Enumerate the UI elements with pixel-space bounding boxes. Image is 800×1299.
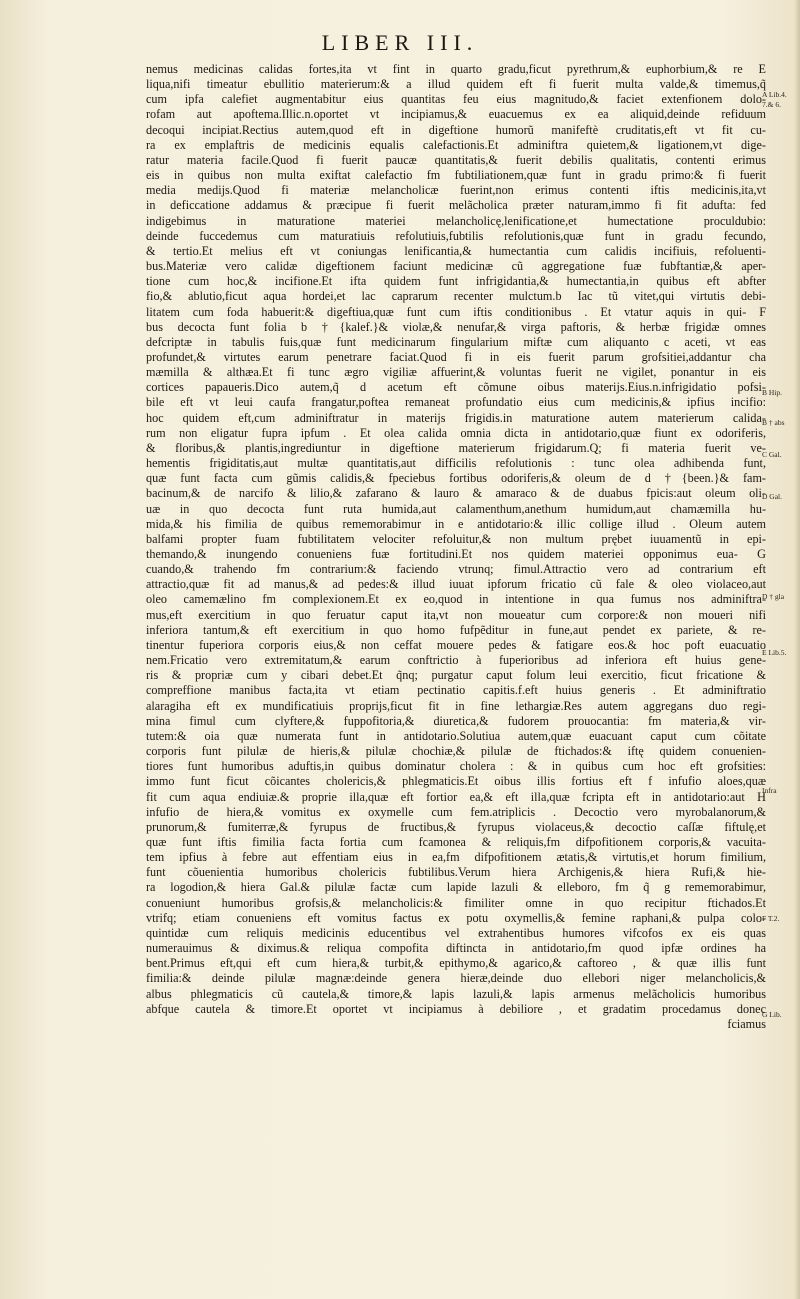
margin-note: 7.& 6. xyxy=(762,100,781,109)
text-line: compreffione manibus facta,ita vt etiam pectinatio capitis.f.eft huius generis . Et adminiftratio xyxy=(146,683,766,698)
text-line: cortices papaueris.Dico autem,q̃ d acetum eft cõmune oibus materijs.Eius.n.infrigidatio pofsi- xyxy=(146,380,766,395)
text-line: rofam aut apoftema.Illic.n.oportet vt incipiamus,& euacuemus ex ea aliquid,deinde refiduum xyxy=(146,107,766,122)
text-line: defcriptæ in tabulis fuis,quæ funt medicinarum fingularium miftæ cum aliquanto c aceti, vt eas xyxy=(146,334,766,349)
text-line: prunorum,& fumiterræ,& fyrupus de fructibus,& fyrupus violaceus,& decoctio caſſæ fiftulę,et xyxy=(146,819,766,834)
margin-note: A Lib.4. xyxy=(762,90,787,99)
text-line: attractio,quæ fit ad manus,& ad pedes:& illud iuuat ipforum fricatio cũ fale & oleo violaceo,aut xyxy=(146,577,766,592)
text-line: fit cum aqua endiuiæ.& proprie illa,quæ eft fortior ea,& eft illa,quæ fcripta eft in antidotario:aut H xyxy=(146,789,766,804)
text-line: mina fimul cum clyftere,& fuppofitoria,& diuretica,& fudorem prouocantia: fm materia,& vir- xyxy=(146,713,766,728)
text-line: eis in quibus non multa exiftat calefactio fm fubtiliationem,quæ funt in gradu primo:& fi fuerit xyxy=(146,168,766,183)
text-line: vtrifq; etiam conueniens eft vomitus factus ex potu oxymellis,& femine raphani,& pulpa colo- xyxy=(146,910,766,925)
text-line: bus decocta funt folia b †{kalef.}& violæ,& nenufar,& virga paftoris, & herbæ frigidæ omnes xyxy=(146,319,766,334)
text-line: tem ipfius à febre aut effentiam eius in ea,fm difpofitionem ætatis,& virtutis,et horum fimilium, xyxy=(146,850,766,865)
text-line: fio,& ablutio,ficut aqua hordei,et lac caprarum recenter mulctum.b Iac tũ vitet,qui virtutis debi- xyxy=(146,289,766,304)
text-line: ris & propriæ cum y cibari debet.Et q̃nq; purgatur caput folum leui exercitio, ficut fricatione & xyxy=(146,668,766,683)
text-line: tiores funt humoribus aduftis,in quibus dominatur cholera : & in quibus cum hoc eft grofsities: xyxy=(146,759,766,774)
margin-note: G Lib. xyxy=(762,1010,782,1019)
text-line: abfque cautela & timore.Et oportet vt incipiamus à debiliore , et gradatim procedamus donec xyxy=(146,1001,766,1016)
text-line: fimilia:& deinde pilulæ magnæ:deinde genera hieræ,deinde duo ellebori niger melancholicis,& xyxy=(146,971,766,986)
text-line: & tertio.Et melius eft vt coniungas lenificantia,& humectantia cum calidis incifiuis, refoluenti- xyxy=(146,243,766,258)
text-line: fciamus xyxy=(727,1016,766,1031)
margin-note: F T.2. xyxy=(762,914,780,923)
text-line: uæ in quo decocta funt ruta humida,aut calamenthum,anethum humidum,aut chamæmilla hu- xyxy=(146,501,766,516)
text-line: albus phlegmaticis cũ cautela,& timore,& lapis lazuli,& lapis armenus melãcholicis humoribus xyxy=(146,986,766,1001)
margin-note: B Hip. xyxy=(762,388,783,397)
text-line: cum ipfa calefiet augmentabitur eius quantitas feu eius magnitudo,& faciet extenfionem dolo- xyxy=(146,92,766,107)
text-line: corporis funt pilulæ de hieris,& pilulæ chochiæ,& pilulæ de ftichados:& iftę quidem conuenien- xyxy=(146,744,766,759)
text-line: rum non eligatur fupra ipfum . Et olea calida omnia dicta in antidotario,quæ fiunt ex odoriferis, xyxy=(146,425,766,440)
text-line: tutem:& oia quæ numerata funt in antidotario.Solutiua autem,quæ euacuant caput cum cõitate xyxy=(146,728,766,743)
page-edge-shadow xyxy=(794,0,800,1299)
text-line: ra logodion,& hiera Gal.& pilulæ factæ cum lapide lazuli & elleboro, fm q̃ g rememorabimur, xyxy=(146,880,766,895)
margin-note: B † abs xyxy=(762,418,785,427)
text-line: alaragiha eft ex mundificatiuis proprijs,ficut fit in fine lethargiæ.Res autem aggregans duo regi- xyxy=(146,698,766,713)
text-line: funt cõuenientia humoribus cholericis fubtilibus.Verum hiera Archigenis,& hiera Rufi,& hie- xyxy=(146,865,766,880)
text-line: & floribus,& plantis,ingrediuntur in digeftione materierum frigidarum.Q; fi materia fuerit ve- xyxy=(146,440,766,455)
text-line: ratur materia facile.Quod fi fuerit paucæ quantitatis,& fuerit debilis qualitatis, contenti erimus xyxy=(146,152,766,167)
text-line: balfami propter fuam fubtilitatem velociter refoluitur,& non multum prębet iuuamentũ in epi- xyxy=(146,531,766,546)
text-line: deinde fuccedemus cum maturatiuis refolutiuis,fubtilis refolutionis,quæ funt in gradu fecundo, xyxy=(146,228,766,243)
text-line: nemus medicinas calidas fortes,ita vt fint in quarto gradu,ficut pyrethrum,& euphorbium,& re E xyxy=(146,62,766,76)
text-line: cuando,& trahendo fm contrarium:& faciendo vtrunq; fimul.Attractio vero ad contrarium eft xyxy=(146,562,766,577)
margin-note: E Lib.5. xyxy=(762,648,787,657)
body-text xyxy=(146,62,766,1032)
text-line: bile eft vt leui caufa frangatur,poftea remaneat profundatio eius cum medicinis,& ipfius incifio: xyxy=(146,395,766,410)
text-line: tione cum hoc,& incifione.Et ifta quidem funt infrigidantia,& humectantia,in quibus eft abfter xyxy=(146,274,766,289)
text-line: nem.Fricatio vero extremitatum,& earum conftrictio à fuperioribus ad inferiora eft huius gene- xyxy=(146,653,766,668)
text-line: numerauimus & diximus.& reliqua compofita diftincta in antidotario,fm quod ipfæ ordines ha xyxy=(146,941,766,956)
text-line: indigebimus in maturatione materiei melancholicę,lenificatione,et humectatione proculdubio: xyxy=(146,213,766,228)
margin-note: D Gal. xyxy=(762,492,782,501)
text-line: hementis frigiditatis,aut multæ quantitatis,aut difficilis refolutionis : tunc olea adhibenda funt, xyxy=(146,456,766,471)
text-line: infufio de hiera,& vomitus ex oxymelle cum fem.atriplicis . Decoctio vero myrobalanorum,& xyxy=(146,804,766,819)
text-line: conueniunt humoribus grofsis,& melancholicis:& fimiliter omne in quo recipitur ftichados.Et xyxy=(146,895,766,910)
text-line: profundet,& virtutes earum penetrare faciat.Quod fi in eis fuerit parum grofsitiei,addantur cha xyxy=(146,349,766,364)
text-line: media medijs.Quod fi materiæ melancholicæ fuerint,non erimus contenti iftis medicinis,ita,vt xyxy=(146,183,766,198)
text-line: inferiora tantum,& eft exercitium in quo homo fufpẽditur in fune,aut pendet ex pariete, & re- xyxy=(146,622,766,637)
running-title: LIBER III. xyxy=(321,30,479,55)
text-line: oleo camemælino fm complexionem.Et ex eo,quod in intentione in qua fumus nos adminiftra- xyxy=(146,592,766,607)
text-line: bus.Materiæ vero calidæ digeftionem faciunt medicinæ cũ aggregatione fuæ fubftantiæ,& aper- xyxy=(146,259,766,274)
text-line: immo funt ficut cõicantes cholericis,& phlegmaticis.Et oibus illis fortius eft f infufio aloes,quæ xyxy=(146,774,766,789)
text-line: liqua,nifi timeatur ebullitio materierum:& a illud quidem eft fi fuerit multa valde,& timemus,q̃ xyxy=(146,77,766,92)
text-line: in deficcatione addamus & præcipue fi fuerit melãcholica præter naturam,immo fi fit adufta: fed xyxy=(146,198,766,213)
text-line: quæ funt facta cum gũmis calidis,& fpeciebus fortibus odoriferis,& oleum de d †{been.}& fam- xyxy=(146,471,766,486)
text-line: mæmilla & althæa.Et fi tunc ægro vigiliæ affuerint,& voluntas fuerit ne vigilet, ponantur in eis xyxy=(146,365,766,380)
margin-note: D † gla xyxy=(762,592,785,601)
margin-note: Infra xyxy=(762,786,777,795)
text-line: hoc quidem eft,cum adminiftratur in materijs frigidis.in maturatione autem materierum calida- xyxy=(146,410,766,425)
text-line: litatem cum foda habuerit:& digeftiua,quæ funt cum iftis conditionibus . Et vtatur aquis in qui- F xyxy=(146,304,766,319)
text-line: mus,eft exercitium in quo feruatur caput ita,vt non moueatur cum corpore:& non moueri nifi xyxy=(146,607,766,622)
text-line: quintidæ cum reliquis medicinis educentibus vel extrahentibus humores vifcofos ex eis quas xyxy=(146,925,766,940)
text-line: tinentur fuperiora corporis eius,& non ceffat mouere pedes & fatigare eos.& hoc poft euacuatio xyxy=(146,637,766,652)
text-line: mida,& his fimilia de quibus rememorabimur in e antidotario:& illic collige illud . Oleum autem xyxy=(146,516,766,531)
text-line: themando,& inungendo conueniens fuæ fortitudini.Et nos quidem materiei opponimus eua- G xyxy=(146,547,766,561)
text-line: ra ex emplaftris de medicinis equalis calefactionis.Et adminiftra quietem,& ligationem,vt dige- xyxy=(146,137,766,152)
margin-note: C Gal. xyxy=(762,450,782,459)
text-line: bent.Primus eft,qui eft cum hiera,& turbit,& epithymo,& agarico,& caftoreo , & quæ illis funt xyxy=(146,956,766,971)
text-line: quæ funt iftis fimilia facta fortia cum fcamonea & reliquis,fm difpofitionem corporis,& vacuita- xyxy=(146,834,766,849)
text-line: bacinum,& de narcifo & lilio,& zafarano & lauro & amaraco & de duabus fpicis:aut oleum oli- xyxy=(146,486,766,501)
text-line: decoqui incipiat.Rectius autem,quod eft in digeftione humorũ manifeftè cruditatis,eft vt fit cu- xyxy=(146,122,766,137)
